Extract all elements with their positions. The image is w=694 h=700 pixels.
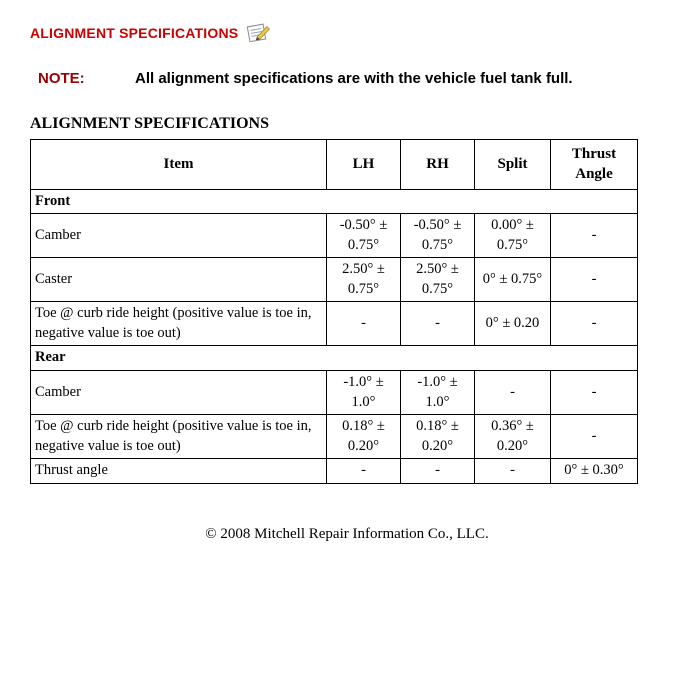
spec-rh: -0.50° ± 0.75° bbox=[401, 214, 475, 258]
spec-lh: -0.50° ± 0.75° bbox=[327, 214, 401, 258]
spec-lh: -1.0° ± 1.0° bbox=[327, 371, 401, 415]
notepad-pencil-icon bbox=[246, 22, 272, 44]
table-row bbox=[31, 371, 638, 415]
spec-thrust-angle: - bbox=[551, 371, 638, 415]
spec-thrust-angle: - bbox=[551, 415, 638, 459]
spec-item: Camber bbox=[31, 214, 327, 258]
spec-split: 0° ± 0.75° bbox=[475, 258, 551, 302]
column-header-thrust-angle: Thrust Angle bbox=[551, 140, 638, 190]
spec-item: Camber bbox=[31, 371, 327, 415]
spec-item: Toe @ curb ride height (positive value is toe in, negative value is toe out) bbox=[31, 415, 327, 459]
copyright-footer: © 2008 Mitchell Repair Information Co., LLC. bbox=[205, 525, 489, 542]
spec-thrust-angle: 0° ± 0.30° bbox=[551, 459, 638, 484]
header-row bbox=[31, 140, 638, 190]
spec-rh: 2.50° ± 0.75° bbox=[401, 258, 475, 302]
section-header-front: Front bbox=[31, 189, 638, 214]
note-block bbox=[38, 68, 694, 89]
column-header-item: Item bbox=[31, 140, 327, 190]
table-row bbox=[31, 415, 638, 459]
column-header-split: Split bbox=[475, 140, 551, 190]
spec-rh: -1.0° ± 1.0° bbox=[401, 371, 475, 415]
spec-lh: - bbox=[327, 459, 401, 484]
table-row bbox=[31, 258, 638, 302]
spec-thrust-angle: - bbox=[551, 214, 638, 258]
column-header-lh: LH bbox=[327, 140, 401, 190]
spec-rh: 0.18° ± 0.20° bbox=[401, 415, 475, 459]
spec-thrust-angle: - bbox=[551, 258, 638, 302]
spec-rh: - bbox=[401, 459, 475, 484]
note-text: All alignment specifications are with the vehicle fuel tank full. bbox=[135, 70, 573, 87]
table-row bbox=[31, 459, 638, 484]
spec-lh: 0.18° ± 0.20° bbox=[327, 415, 401, 459]
spec-split: 0.36° ± 0.20° bbox=[475, 415, 551, 459]
alignment-specs-table bbox=[30, 139, 638, 484]
spec-split: - bbox=[475, 459, 551, 484]
spec-rh: - bbox=[401, 302, 475, 346]
spec-item: Toe @ curb ride height (positive value is toe in, negative value is toe out) bbox=[31, 302, 327, 346]
table-title: ALIGNMENT SPECIFICATIONS bbox=[30, 115, 270, 132]
table-row bbox=[31, 302, 638, 346]
spec-item: Thrust angle bbox=[31, 459, 327, 484]
page-title: ALIGNMENT SPECIFICATIONS bbox=[30, 25, 239, 41]
section-row-front bbox=[31, 189, 638, 214]
spec-split: 0° ± 0.20 bbox=[475, 302, 551, 346]
spec-thrust-angle: - bbox=[551, 302, 638, 346]
section-row-rear bbox=[31, 346, 638, 371]
spec-item: Caster bbox=[31, 258, 327, 302]
spec-lh: - bbox=[327, 302, 401, 346]
column-header-rh: RH bbox=[401, 140, 475, 190]
spec-split: 0.00° ± 0.75° bbox=[475, 214, 551, 258]
document-header bbox=[30, 22, 694, 44]
section-header-rear: Rear bbox=[31, 346, 638, 371]
note-label: NOTE: bbox=[38, 70, 85, 87]
spec-lh: 2.50° ± 0.75° bbox=[327, 258, 401, 302]
spec-split: - bbox=[475, 371, 551, 415]
table-row bbox=[31, 214, 638, 258]
